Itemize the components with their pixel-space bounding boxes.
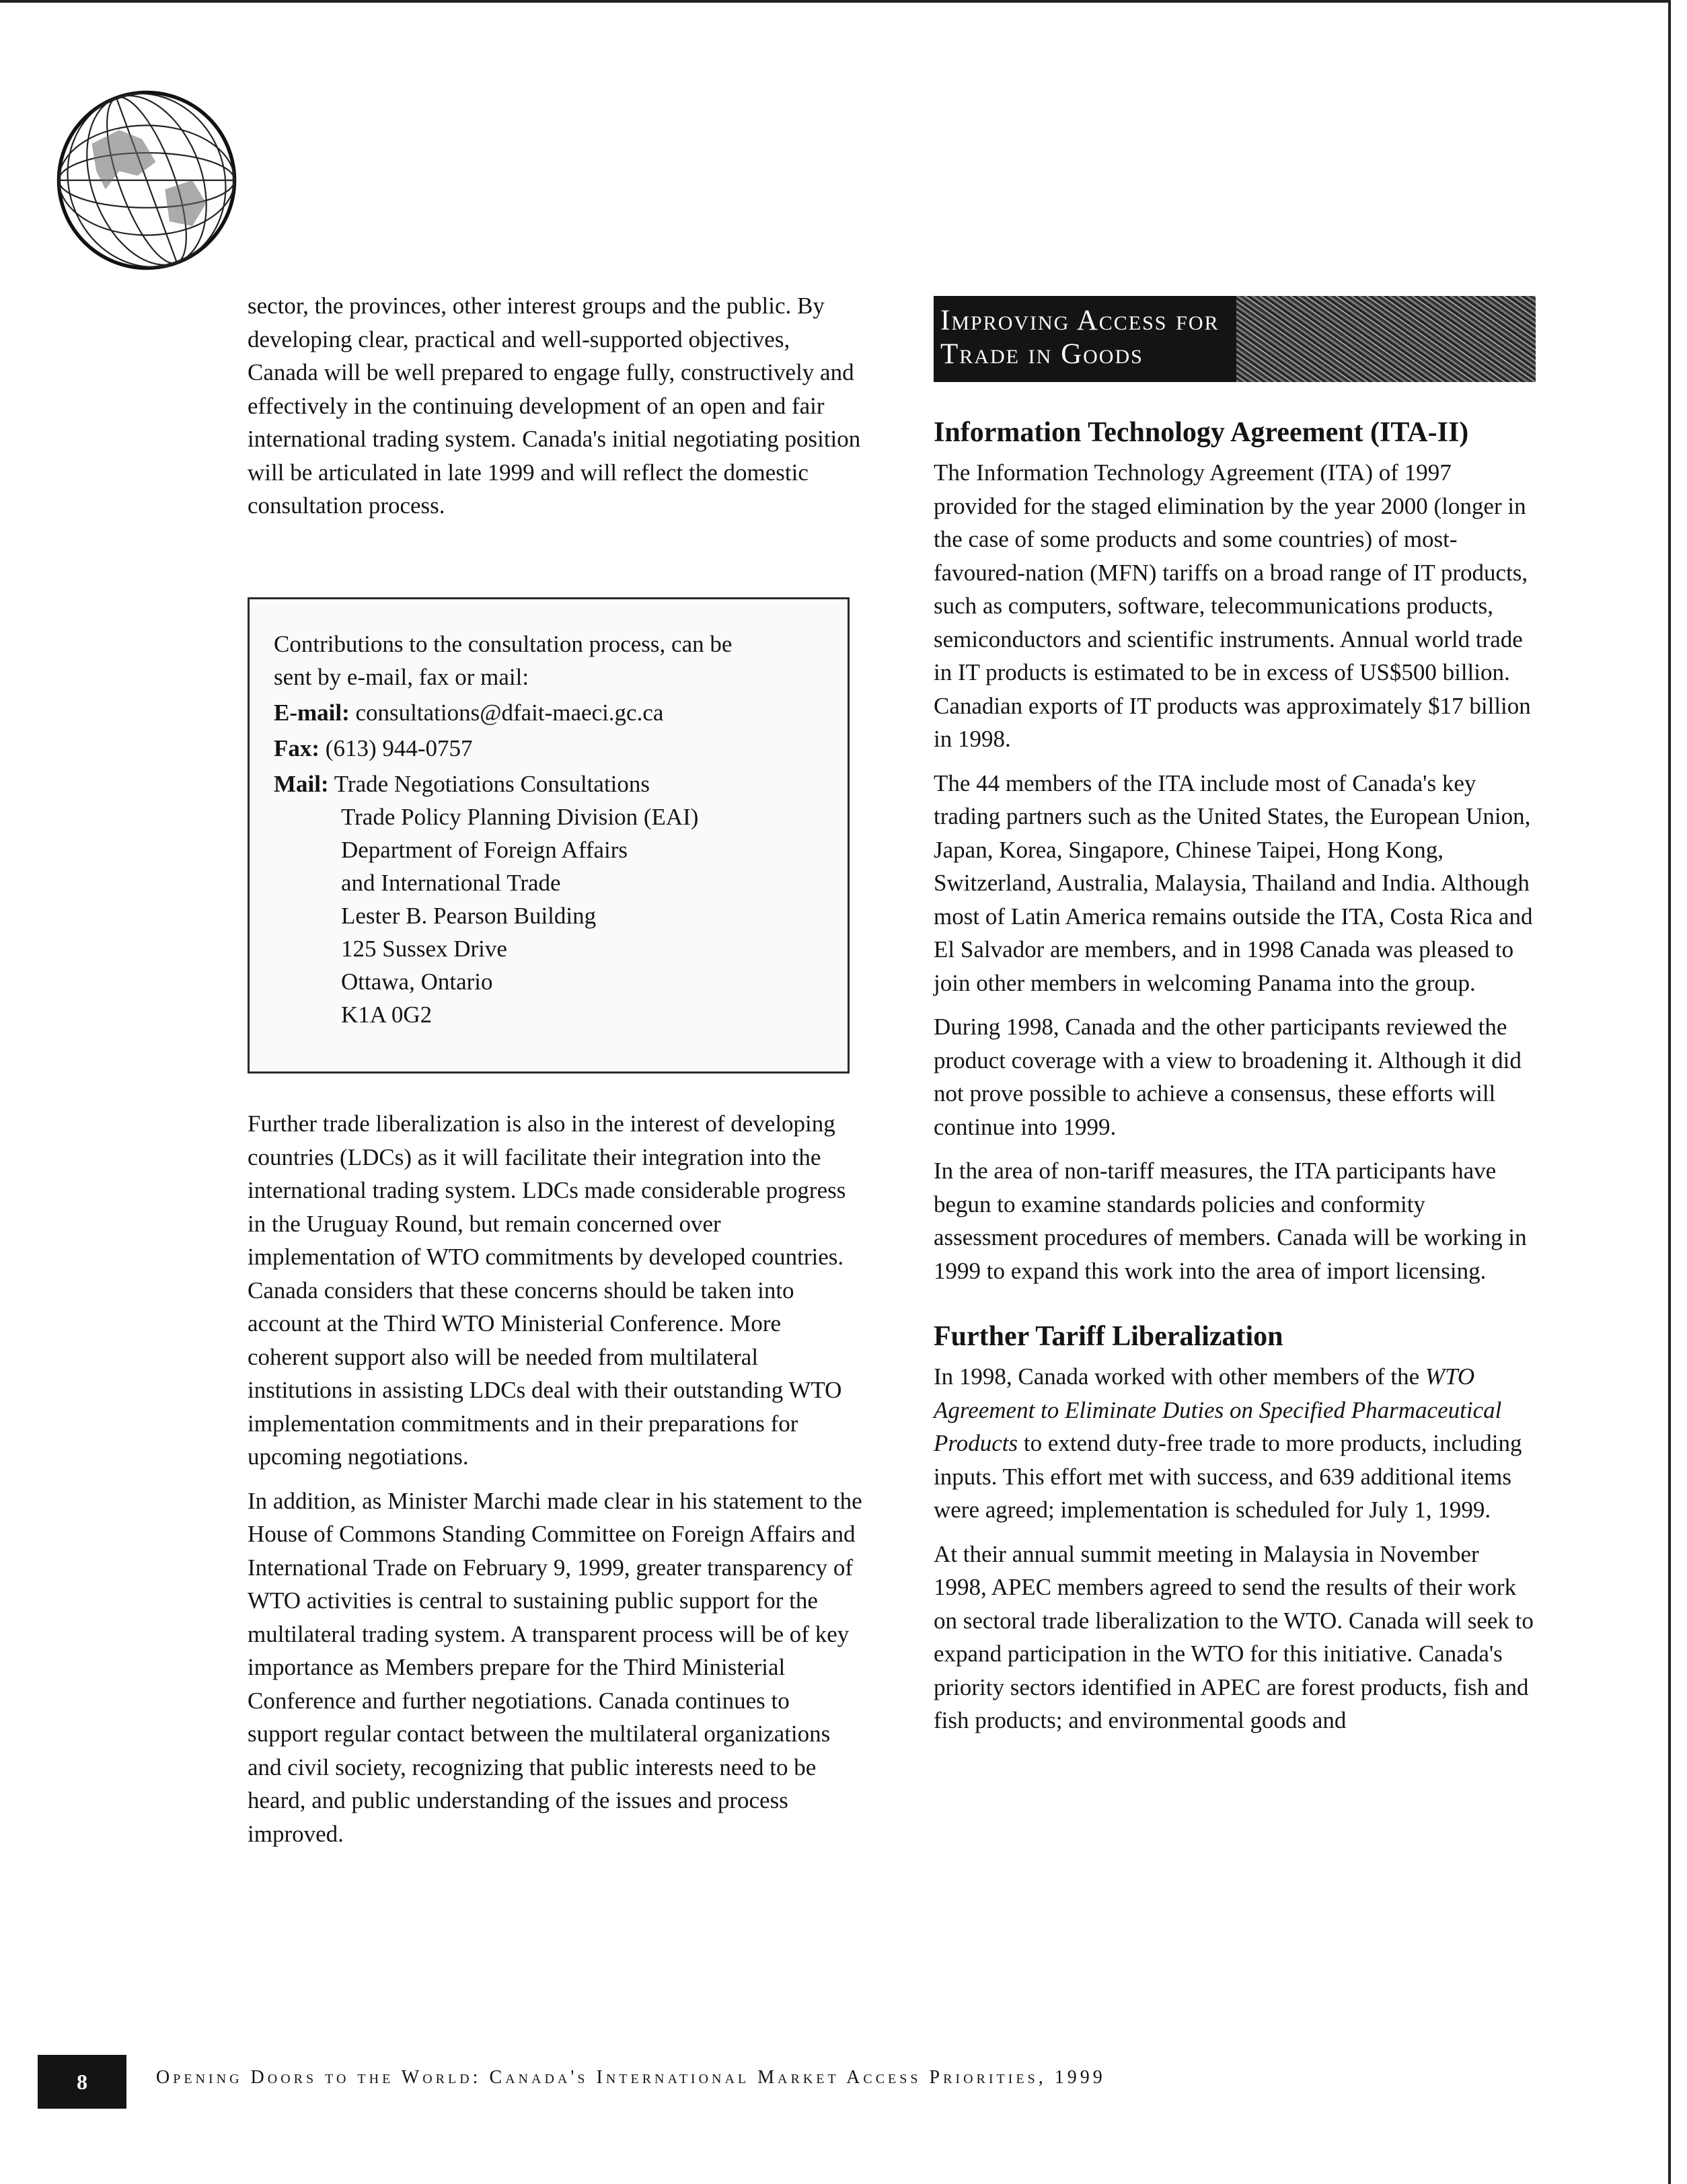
fax-value: (613) 944-0757 <box>325 735 473 761</box>
ita-heading: Information Technology Agreement (ITA-II) <box>934 417 1469 448</box>
mail-line <box>274 767 848 800</box>
right-paragraph: In the area of non-tariff measures, the ITA participants have begun to examine standards policies and conformity assessment procedures of members. Canada will be working in 1999 to expand this work into the area of import licensing. <box>934 1158 1527 1284</box>
banner-title-line: Improving Access for <box>940 305 1220 336</box>
banner-texture <box>1236 296 1536 382</box>
mail-label: Mail: <box>274 771 329 797</box>
contact-box <box>248 597 850 1074</box>
fax-line <box>274 732 848 765</box>
tariff-heading: Further Tariff Liberalization <box>934 1321 1283 1352</box>
mail-address <box>341 800 848 1031</box>
right-paragraph: The 44 members of the ITA include most of Canada's key trading partners such as the United States, the European Union, Japan, Korea, Singapore, Chinese Taipei, Hong Kong, Switzerland, Australia, Malaysia, Thailand and India. Although most of Latin America remains outside the ITA, Costa Rica and El Salvador are members, and in 1998 Canada was pleased to join other members in welcoming Panama into the group. <box>934 769 1533 996</box>
page-border-top <box>0 0 1668 3</box>
mail-address-line: Department of Foreign Affairs <box>341 837 628 863</box>
section-banner <box>934 296 1536 382</box>
left-paragraph: Further trade liberalization is also in the interest of developing countries (LDCs) as it will facilitate their integration into the international trading system. LDCs made considerable progress in the Uruguay Round, but remain concerned over implementation of WTO commitments by developed countries. Canada considers that these concerns should be taken into account at the Third WTO Ministerial Conference. More coherent support also will be needed from multilateral institutions in assisting LDCs deal with their outstanding WTO implementation commitments and in their preparations for upcoming negotiations. <box>248 1110 846 1470</box>
email-line <box>274 696 848 729</box>
right-paragraph <box>934 1360 1536 1527</box>
agreement-title: WTO Agreement to Eliminate Duties on Specified Pharmaceutical Products <box>934 1363 1502 1456</box>
mail-address-line: Lester B. Pearson Building <box>341 903 597 929</box>
tariff-text: to extend duty-free trade to more products, including inputs. This effort met with success, and 639 additional items were agreed; implementation is scheduled for July 1, 1999. <box>934 1430 1522 1523</box>
left-column-lower <box>248 1107 863 1861</box>
tariff-text: In 1998, Canada worked with other members of the <box>934 1363 1425 1390</box>
email-label: E-mail: <box>274 700 350 726</box>
left-column <box>248 289 863 533</box>
mail-address-line: Ottawa, Ontario <box>341 969 493 995</box>
page-number: 8 <box>38 2055 126 2109</box>
page-footer <box>38 2055 1668 2109</box>
mail-address-line: Trade Policy Planning Division (EAI) <box>341 804 699 830</box>
left-paragraph: sector, the provinces, other interest groups and the public. By developing clear, practical and well-supported objectives, Canada will be well prepared to engage fully, constructively and effectively in the continuing development of an open and fair international trading system. Canada's initial negotiating position will be articulated in late 1999 and will reflect the domestic consultation process. <box>248 293 861 519</box>
mail-address-line: and International Trade <box>341 870 561 896</box>
footer-title: Opening Doors to the World: Canada's International Market Access Priorities, 1999 <box>156 2067 1106 2088</box>
email-value[interactable]: consultations@dfait-maeci.gc.ca <box>355 700 664 726</box>
right-paragraph: At their annual summit meeting in Malaysia in November 1998, APEC members agreed to send the results of their work on sectoral trade liberalization to the WTO. Canada will seek to expand participation in the WTO for this initiative. Canada's priority sectors identified in APEC are forest products, fish and fish products; and environmental goods and <box>934 1540 1534 1733</box>
fax-label: Fax: <box>274 735 320 761</box>
banner-title-line: Trade in Goods <box>940 338 1144 370</box>
right-column <box>934 414 1536 1748</box>
page-border-right <box>1668 0 1671 2184</box>
contact-intro: Contributions to the consultation process, can be sent by e-mail, fax or mail: <box>274 631 733 690</box>
mail-address-line: Trade Negotiations Consultations <box>334 771 650 797</box>
mail-address-line: K1A 0G2 <box>341 1002 433 1028</box>
right-paragraph: The Information Technology Agreement (ITA) of 1997 provided for the staged elimination by the year 2000 (longer in the case of some products and some countries) of most-favoured-nation (MFN) tariffs on a broad range of IT products, such as computers, software, telecommunications products, semiconductors and scientific instruments. Annual world trade in IT products is estimated to be in excess of US$500 billion. Canadian exports of IT products was approximately $17 billion in 1998. <box>934 459 1531 752</box>
globe-icon <box>55 89 238 272</box>
left-paragraph: In addition, as Minister Marchi made clear in his statement to the House of Commons Standing Committee on Foreign Affairs and International Trade on February 9, 1999, greater transparency of WTO activities is central to sustaining public support for the multilateral trading system. A transparent process will be of key importance as Members prepare for the Third Ministerial Conference and further negotiations. Canada continues to support regular contact between the multilateral organizations and civil society, recognizing that public interests need to be heard, and public understanding of the issues and process improved. <box>248 1487 862 1847</box>
mail-address-line: 125 Sussex Drive <box>341 936 507 962</box>
right-paragraph: During 1998, Canada and the other participants reviewed the product coverage with a view to broadening it. Although it did not prove possible to achieve a consensus, these efforts will continue into 1999. <box>934 1014 1522 1140</box>
